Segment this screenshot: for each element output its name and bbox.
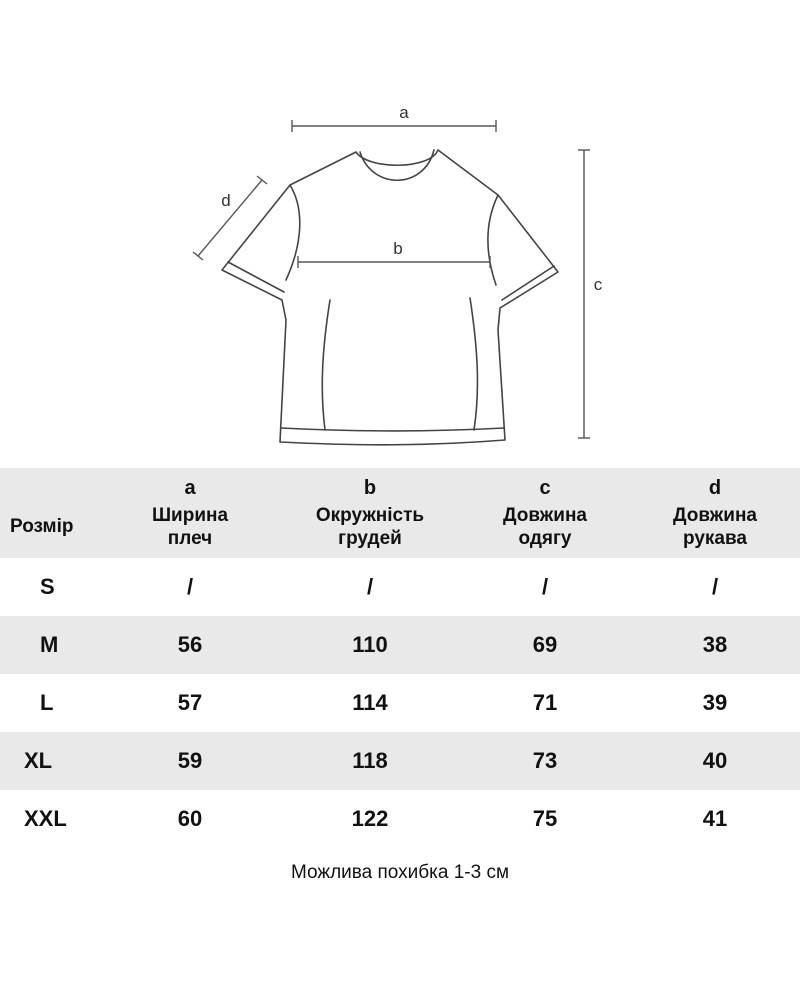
value-cell: 122 bbox=[351, 806, 389, 831]
header-row bbox=[0, 468, 800, 558]
size-cell: XL bbox=[24, 748, 53, 773]
size-cell: XXL bbox=[24, 806, 67, 831]
value-cell: 71 bbox=[532, 690, 558, 715]
dimension-label-b: b bbox=[393, 239, 403, 258]
column-name-line1: Окружність bbox=[315, 504, 425, 526]
value-cell: 40 bbox=[702, 748, 728, 773]
value-cell: 57 bbox=[177, 690, 203, 715]
size-chart-header bbox=[0, 468, 800, 558]
value-cell: 59 bbox=[177, 748, 203, 773]
column-name-line1: Довжина bbox=[503, 504, 587, 526]
column-letter: d bbox=[708, 476, 722, 499]
dimension-label-a: a bbox=[399, 103, 409, 122]
size-cell: M bbox=[40, 632, 59, 657]
tshirt-measurement-diagram bbox=[0, 0, 800, 470]
table-row bbox=[0, 558, 800, 616]
size-cell: S bbox=[40, 574, 55, 599]
size-chart-table bbox=[0, 468, 800, 848]
tshirt-diagram-svg bbox=[0, 0, 800, 470]
size-chart-body bbox=[0, 558, 800, 848]
column-header-a bbox=[100, 468, 280, 558]
table-row bbox=[0, 790, 800, 848]
size-column-header: Розмір bbox=[10, 515, 74, 537]
value-cell: 56 bbox=[177, 632, 203, 657]
value-cell: / bbox=[186, 574, 194, 599]
table-row bbox=[0, 732, 800, 790]
value-cell: 114 bbox=[352, 690, 388, 715]
column-name-line1: Ширина bbox=[151, 504, 229, 526]
dimension-label-d: d bbox=[221, 191, 231, 210]
column-letter: c bbox=[539, 476, 551, 499]
dimension-label-c: c bbox=[593, 275, 603, 294]
value-cell: 110 bbox=[352, 632, 388, 657]
value-cell: 60 bbox=[177, 806, 203, 831]
value-cell: 38 bbox=[702, 632, 728, 657]
column-header-c bbox=[460, 468, 630, 558]
value-cell: / bbox=[366, 574, 374, 599]
size-cell: L bbox=[40, 690, 54, 715]
table-row bbox=[0, 674, 800, 732]
value-cell: 118 bbox=[352, 748, 388, 773]
measurement-tolerance-note: Можлива похибка 1-3 см bbox=[290, 862, 510, 883]
column-name-line1: Довжина bbox=[673, 504, 757, 526]
dimension-lines bbox=[193, 120, 590, 438]
value-cell: 75 bbox=[532, 806, 558, 831]
value-cell: 41 bbox=[702, 806, 728, 831]
table-row bbox=[0, 616, 800, 674]
value-cell: / bbox=[541, 574, 549, 599]
value-cell: 73 bbox=[532, 748, 558, 773]
column-name-line2: грудей bbox=[338, 527, 402, 549]
value-cell: / bbox=[711, 574, 719, 599]
column-name-line2: плеч bbox=[167, 527, 213, 549]
tshirt-outline bbox=[222, 150, 558, 445]
column-letter: b bbox=[363, 476, 377, 499]
value-cell: 39 bbox=[702, 690, 728, 715]
column-letter: a bbox=[184, 476, 196, 499]
column-name-line2: одягу bbox=[518, 527, 572, 549]
column-header-d bbox=[630, 468, 800, 558]
column-name-line2: рукава bbox=[683, 527, 747, 549]
value-cell: 69 bbox=[532, 632, 558, 657]
column-header-b bbox=[280, 468, 460, 558]
